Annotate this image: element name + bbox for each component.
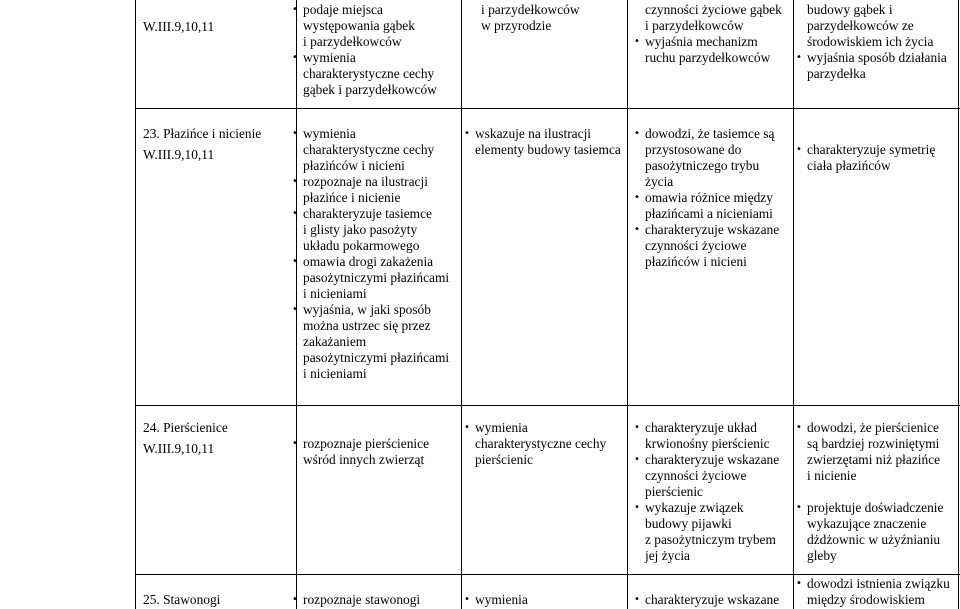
bullet-continuation: czynności życiowe [645, 468, 747, 483]
bullet-item: • charakteryzuje układ [634, 420, 794, 436]
column-topic [0, 0, 136, 609]
bullet-continuation: parzydełka [807, 66, 866, 81]
row-25-level-2 [464, 592, 624, 608]
bullet-item: • projektuje doświadczenie [796, 500, 958, 516]
row-24-level-4 [796, 420, 958, 564]
bullet-item: • omawia drogi zakażenia [292, 254, 457, 270]
bullet-continuation: środowiskiem ich życia [807, 34, 934, 49]
bullet-continuation: zwierzętami niż płazińce [807, 452, 941, 467]
bullet-item: • wyjaśnia, w jaki sposób [292, 302, 457, 318]
bullet-item: • wyjaśnia sposób działania [796, 50, 958, 66]
row-23-level-3 [634, 126, 794, 270]
row-25-level-3 [634, 592, 794, 608]
bullet-continuation: parzydełkowców ze [807, 18, 914, 33]
bullet-continuation: i parzydełkowców [645, 18, 744, 33]
row-divider [136, 405, 960, 406]
bullet-continuation: i glisty jako pasożyty [303, 222, 418, 237]
bullet-item: • wymienia [464, 420, 624, 436]
bullet-item: • wymienia [464, 592, 624, 608]
row-divider [136, 108, 960, 109]
bullet-item: • dowodzi istnienia związku [796, 576, 958, 592]
bullet-continuation: budowy pijawki [645, 516, 732, 531]
row-22-code: W.III.9,10,11 [143, 19, 215, 34]
column-level-3 [462, 0, 628, 609]
bullet-continuation: zakażaniem [303, 334, 367, 349]
bullet-item: • dowodzi, że pierścienice [796, 420, 958, 436]
bullet-item: • wskazuje na ilustracji [464, 126, 624, 142]
bullet-item: • rozpoznaje pierścienice [292, 436, 457, 452]
bullet-continuation: i nicieniami [303, 286, 367, 301]
bullet-item: • podaje miejsca [292, 2, 452, 18]
bullet-item: • rozpoznaje stawonogi [292, 592, 457, 608]
bullet-item: • dowodzi, że tasiemce są [634, 126, 794, 142]
row-24-level-1 [292, 436, 457, 468]
bullet-item: • wymienia [292, 126, 457, 142]
row-24-level-2 [464, 420, 624, 468]
column-level-1 [136, 0, 297, 609]
bullet-continuation: gąbek i parzydełkowców [303, 82, 437, 97]
bullet-continuation: elementy budowy tasiemca [475, 142, 621, 157]
bullet-item: • omawia różnice między [634, 190, 794, 206]
bullet-continuation: charakterystyczne cechy [475, 436, 607, 451]
bullet-continuation: wśród innych zwierząt [303, 452, 425, 467]
bullet-continuation: pasożytniczymi płazińcami [303, 270, 450, 285]
row-24-level-3 [634, 420, 794, 564]
bullet-continuation: dżdżownic w użyźnianiu [807, 532, 941, 547]
bullet-continuation: układu pokarmowego [303, 238, 420, 253]
bullet-continuation: wykazujące znaczenie [807, 516, 927, 531]
bullet-item: • charakteryzuje wskazane [634, 222, 794, 238]
bullet-continuation: i nicienie [807, 468, 857, 483]
row-22-level-2 [470, 2, 620, 34]
bullet-continuation: gleby [807, 548, 837, 563]
bullet-continuation: i parzydełkowców [303, 34, 402, 49]
bullet-continuation: życia [645, 174, 674, 189]
bullet-continuation: w przyrodzie [481, 18, 552, 33]
bullet-item: • wymienia [292, 50, 452, 66]
bullet-continuation: płazińców i nicieni [645, 254, 747, 269]
bullet-continuation: między środowiskiem [807, 592, 925, 607]
spacer [796, 484, 958, 500]
bullet-item: • rozpoznaje na ilustracji [292, 174, 457, 190]
bullet-continuation: płazińce i nicienie [303, 190, 401, 205]
bullet-continuation: i nicieniami [303, 366, 367, 381]
bullet-continuation: ruchu parzydełkowców [645, 50, 771, 65]
row-25-level-4 [796, 576, 958, 608]
bullet-item: • wyjaśnia mechanizm [634, 34, 794, 50]
row-25-topic: 25. Stawonogi [143, 592, 221, 607]
row-25-level-1 [292, 592, 457, 608]
bullet-continuation: płazińców i nicieni [303, 158, 405, 173]
bullet-item: • wykazuje związek [634, 500, 794, 516]
bullet-continuation: krwionośny pierścienic [645, 436, 770, 451]
bullet-continuation: i parzydełkowców [481, 2, 580, 17]
row-divider [136, 574, 960, 575]
bullet-continuation: charakterystyczne cechy [303, 66, 435, 81]
bullet-item: • charakteryzuje symetrię [796, 142, 958, 158]
row-23-topic: 23. Płazińce i nicienie W.III.9,10,11 [143, 126, 262, 162]
bullet-continuation: można ustrzec się przez [303, 318, 431, 333]
bullet-continuation: przystosowane do [645, 142, 742, 157]
bullet-continuation: ciała płazińców [807, 158, 891, 173]
row-23-level-1 [292, 126, 457, 382]
bullet-continuation: pierścienic [475, 452, 533, 467]
row-24-topic: 24. Pierścienice W.III.9,10,11 [143, 420, 228, 456]
bullet-continuation: jej życia [645, 548, 690, 563]
bullet-continuation: czynności życiowe gąbek [645, 2, 782, 17]
bullet-continuation: pierścienic [645, 484, 703, 499]
bullet-continuation: z pasożytniczym trybem [645, 532, 776, 547]
bullet-continuation: płazińcami a nicieniami [645, 206, 773, 221]
bullet-continuation: budowy gąbek i [807, 2, 893, 17]
row-22-level-1 [292, 2, 452, 98]
row-23-level-4 [796, 142, 958, 174]
row-22-level-4 [796, 2, 958, 82]
bullet-item: • charakteryzuje wskazane [634, 452, 794, 468]
bullet-continuation: występowania gąbek [303, 18, 415, 33]
bullet-continuation: charakterystyczne cechy [303, 142, 435, 157]
bullet-item: • charakteryzuje tasiemce [292, 206, 457, 222]
bullet-item: • charakteryzuje wskazane [634, 592, 794, 608]
bullet-continuation: czynności życiowe [645, 238, 747, 253]
row-22-level-3 [634, 2, 794, 66]
bullet-continuation: są bardziej rozwiniętymi [807, 436, 940, 451]
row-23-level-2 [464, 126, 624, 158]
bullet-continuation: pasożytniczymi płazińcami [303, 350, 450, 365]
bullet-continuation: pasożytniczego trybu [645, 158, 760, 173]
